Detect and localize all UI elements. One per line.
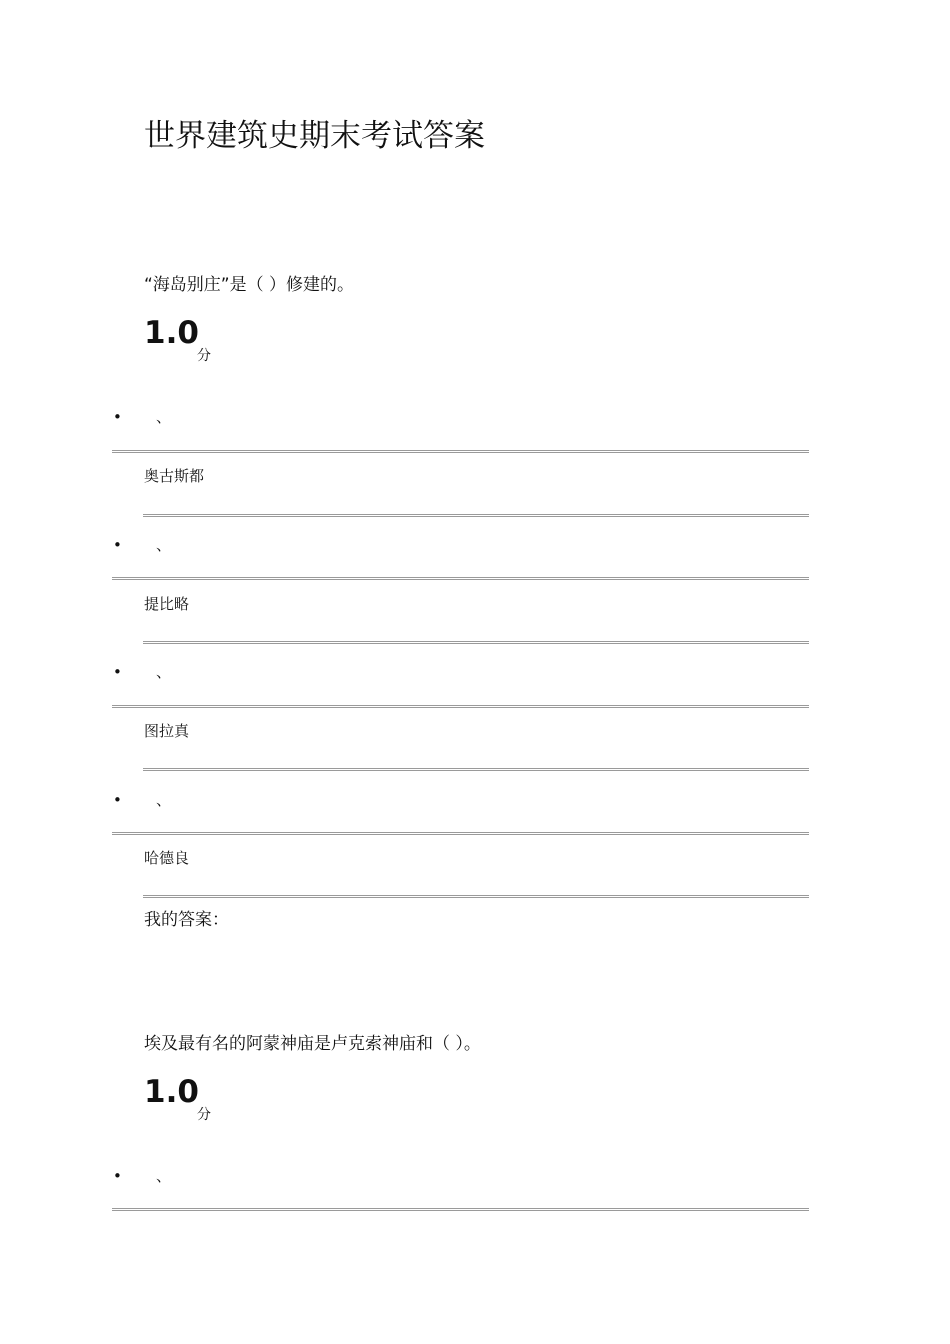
divider	[112, 577, 809, 580]
bullet-icon: •	[113, 1167, 122, 1185]
bullet-icon: •	[113, 408, 122, 426]
document-title: 世界建筑史期末考试答案	[144, 118, 485, 154]
divider	[112, 832, 809, 835]
divider	[143, 895, 809, 898]
divider	[112, 705, 809, 708]
score-unit: 分	[197, 348, 211, 364]
option-label: 提比略	[144, 595, 190, 613]
question-score: 1.0	[144, 1074, 199, 1110]
divider	[112, 1208, 809, 1211]
option-label: 哈德良	[144, 849, 190, 867]
option-marker: 、	[156, 791, 172, 809]
question-score: 1.0	[144, 315, 199, 351]
divider	[143, 641, 809, 644]
bullet-icon: •	[113, 536, 122, 554]
my-answer-label: 我的答案：	[144, 910, 229, 930]
option-label: 奥古斯都	[144, 467, 205, 485]
divider	[143, 514, 809, 517]
option-marker: 、	[156, 408, 172, 426]
option-marker: 、	[156, 1167, 172, 1185]
divider	[143, 768, 809, 771]
bullet-icon: •	[113, 791, 122, 809]
divider	[112, 450, 809, 453]
option-label: 图拉真	[144, 722, 190, 740]
question-text: “海岛别庄”是（ ）修建的。	[144, 275, 355, 295]
option-marker: 、	[156, 536, 172, 554]
question-text: 埃及最有名的阿蒙神庙是卢克索神庙和（ ）。	[144, 1034, 481, 1054]
score-unit: 分	[197, 1107, 211, 1123]
bullet-icon: •	[113, 663, 122, 681]
option-marker: 、	[156, 663, 172, 681]
